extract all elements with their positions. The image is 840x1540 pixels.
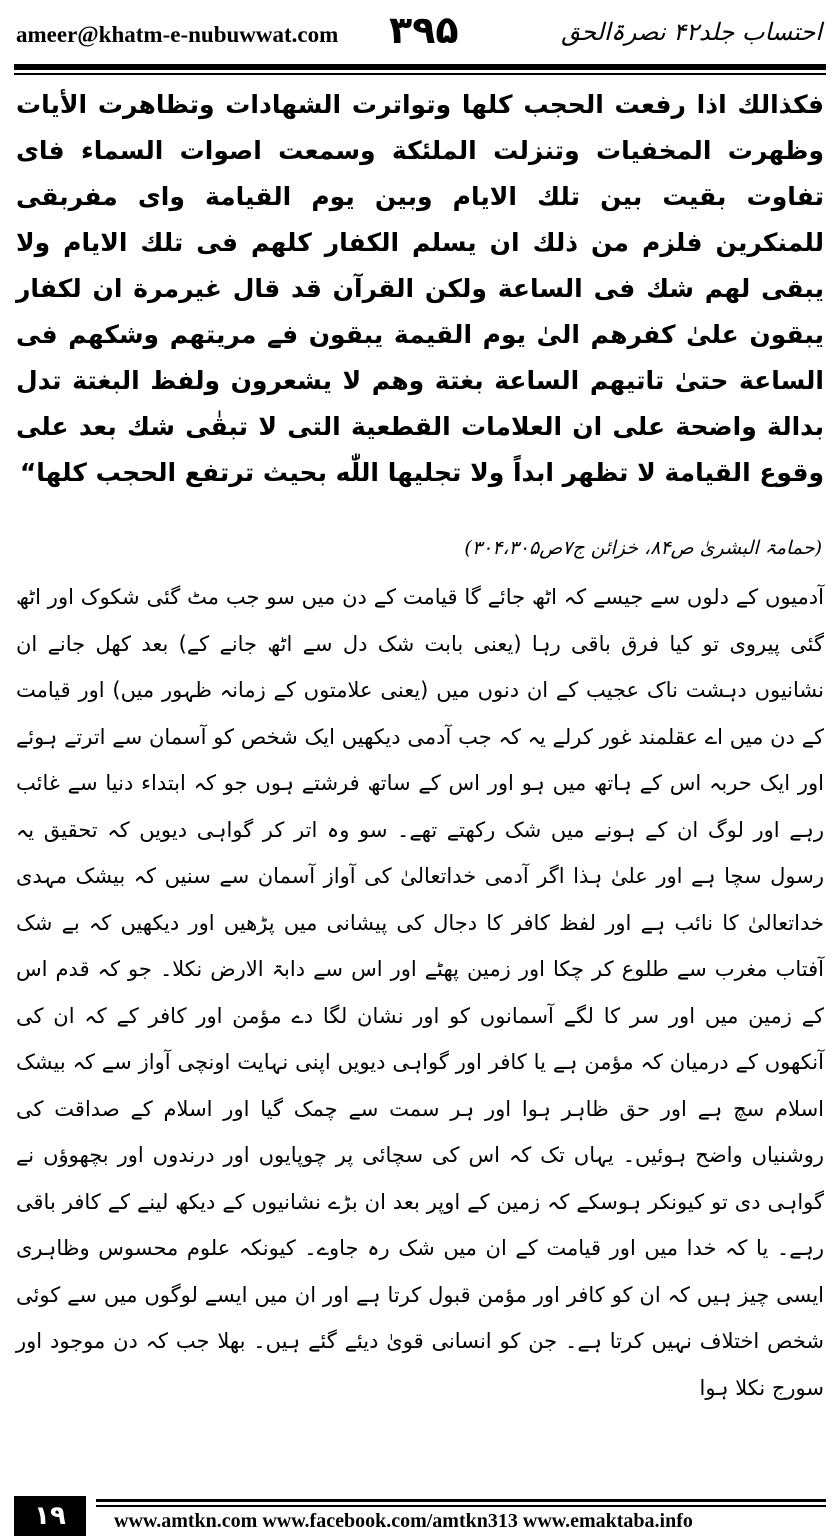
footer-links[interactable]: www.amtkn.com www.facebook.com/amtkn313 www.emaktaba.info [114, 1510, 693, 1532]
arabic-passage [16, 82, 824, 496]
reference-citation: (حمامۃ البشریٰ ص۸۴، خزائن ج۷ص۳۰۴،۳۰۵) [464, 537, 822, 559]
header-email: ameer@khatm-e-nubuwwat.com [16, 22, 339, 47]
book-title: احتساب جلد۴۲ نصرۃالحق [561, 18, 822, 46]
page-number: ۳۹۵ [389, 8, 459, 52]
urdu-paragraph: آدمیوں کے دلوں سے جیسے کہ اٹھ جائے گا قیامت کے دن میں سو جب مٹ گئی شکوک اور اٹھ گئی پیروی تو کیا فرق باقی رہا (یعنی بابت شک دل سے اٹھ جانے کے) بعد کھل جانے ان نشانیوں دہشت ناک عجیب کے ان دنوں میں (یعنی علامتوں کے زمانہ ظہور میں) اور قیامت کے دن میں اے عقلمند غور کرلے یہ کہ جب آدمی دیکھیں ایک شخص کو آسمان سے اترتے ہوئے اور ایک حربہ اس کے ہاتھ میں ہو اور اس کے ساتھ فرشتے ہوں جو کہ ابتداء دنیا سے غائب رہے اور لوگ ان کے ہونے میں شک رکھتے تھے۔ سو وہ اتر کر گواہی دیویں کہ تحقیق یہ رسول سچا ہے اور علیٰ ہذا اگر آدمی خداتعالیٰ کی آواز آسمان سے سنیں کہ بیشک مہدی خداتعالیٰ کا نائب ہے اور لفظ کافر کا دجال کی پیشانی میں پڑھیں اور دیکھیں کہ بے شک آفتاب مغرب سے طلوع کر چکا اور زمین پھٹے اور اس سے دابۃ الارض نکلا۔ جو کہ قدم اس کے زمین میں اور سر کا لگے آسمانوں کو اور نشان لگا دے مؤمن اور کافر کے کہ ان کی آنکھوں کے درمیان کہ مؤمن ہے یا کافر اور گواہی دیویں اپنی نہایت اونچی آواز سے کہ بیشک اسلام سچ ہے اور حق ظاہر ہوا اور ہر سمت سے چمک گیا اور اسلام کے صداقت کی روشنیاں واضح ہوئیں۔ یہاں تک کہ اس کی سچائی پر چوپایوں اور درندوں اور بچھوؤں نے گواہی دی تو کیونکر ہوسکے کہ زمین کے اوپر بعد ان بڑے نشانیوں کے دیکھ لینے کے کافر باقی رہے۔ یا کہ خدا میں اور قیامت کے ان میں شک رہ جاوے۔ کیونکہ علوم محسوس وظاہری ایسی چیز ہیں کہ ان کو کافر اور مؤمن قبول کرتا ہے اور ان میں ایسے لوگوں میں سے کوئی شخص اختلاف نہیں کرتا ہے۔ جن کو انسانی قویٰ دیئے گئے ہیں۔ بھلا جب کہ دن موجود اور سورج نکلا ہوا [16, 585, 824, 1400]
footer-page-index: ۱۹ [14, 1496, 86, 1536]
arabic-paragraph: فکذالك اذا رفعت الحجب کلها وتواترت الشهادات وتظاهرت الأیات وظهرت المخفیات وتنزلت الملئکة وسمعت اصوات السماء فای تفاوت بقیت بین تلك الایام وبین یوم القیامة وای مفربقی للمنکرین فلزم من ذلك ان یسلم الکفار کلهم فی تلك الایام ولا یبقی لهم شك فی الساعة ولکن القرآن قد قال غیرمرة ان لکفار یبقون علیٰ کفرهم الیٰ یوم القیمة یبقون فے مریتهم وشکهم فی الساعة حتیٰ تاتیهم الساعة بغتة وهم لا یشعرون ولفظ البغتة تدل بدالة واضحة علی ان العلامات القطعیة التی لا تبقٰی شك بعد علی وقوع القیامة لا تظهر ابداً ولا تجلیها اللّٰه بحیث ترتفع الحجب کلها“ [16, 90, 824, 487]
header-rule-thick [14, 64, 826, 70]
urdu-translation [16, 574, 824, 1411]
footer-rule-thick [96, 1499, 826, 1502]
page-footer [14, 1496, 826, 1536]
header-rule-thin [14, 73, 826, 75]
page-header [14, 6, 826, 64]
footer-rule-thin [96, 1505, 826, 1507]
